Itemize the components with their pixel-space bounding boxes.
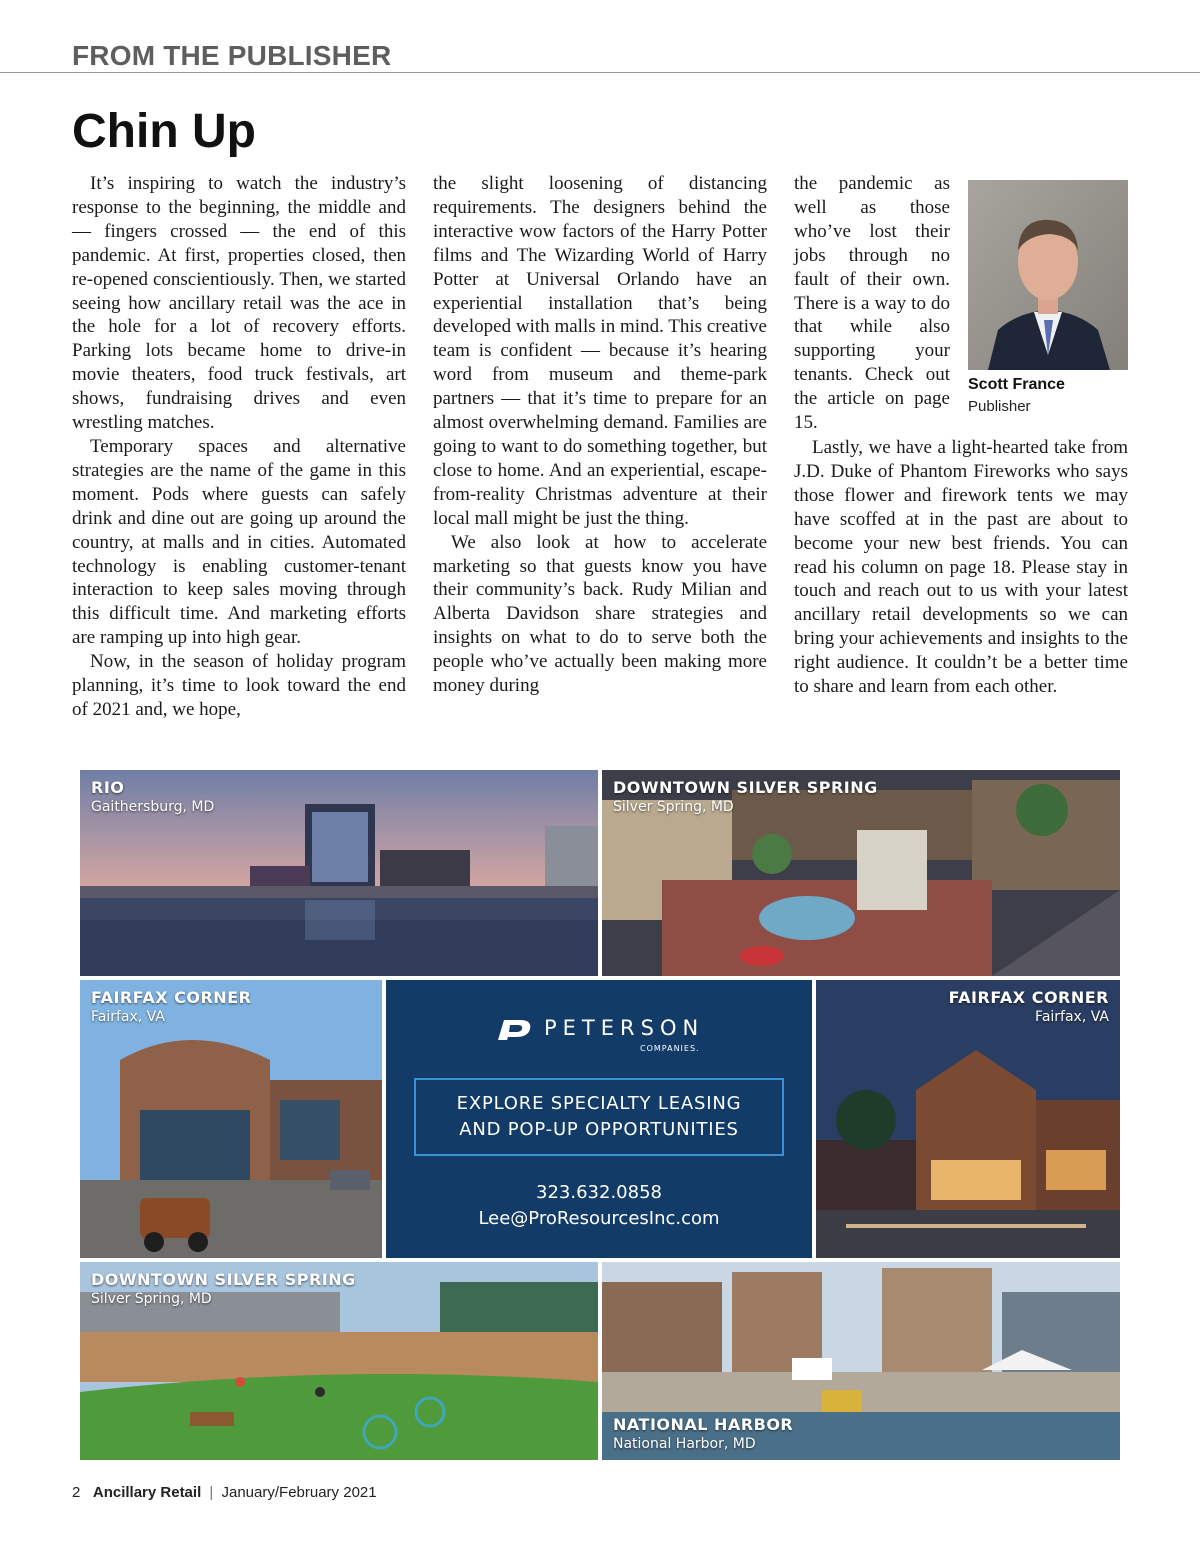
brand-name: PETERSON: [544, 1016, 705, 1040]
portrait-caption-role: Publisher: [968, 398, 1031, 415]
paragraph: We also look at how to accelerate marketing so that guests know you have their community’s back. Rudy Milian and Alberta Davidson share strategies and insights on what to do to serve both the people who’ve actually been making more money during: [433, 531, 767, 697]
ad-center-panel: [386, 980, 812, 1258]
article-column-2: [433, 172, 767, 698]
tile-label: [91, 1270, 356, 1307]
article-column-1: [72, 172, 406, 722]
section-label: FROM THE PUBLISHER: [72, 40, 392, 71]
article-column-3-bottom: [794, 436, 1128, 699]
portrait-illustration: [968, 180, 1128, 370]
ad-photo-national-harbor: [602, 1262, 1120, 1460]
tile-subtitle: National Harbor, MD: [613, 1436, 756, 1452]
tile-title: DOWNTOWN SILVER SPRING: [613, 778, 878, 797]
paragraph: Now, in the season of holiday program planning, it’s time to look toward the end of 2021 and, we hope,: [72, 651, 406, 720]
ad-photo-fairfax-corner-left: [80, 980, 382, 1258]
tile-subtitle: Fairfax, VA: [91, 1009, 165, 1025]
tile-title: DOWNTOWN SILVER SPRING: [91, 1270, 356, 1289]
paragraph: Lastly, we have a light-hearted take from J.D. Duke of Phantom Fireworks who says those flower and firework tents we may have scoffed at in the past are about to become your new best friends. You can read his column on page 18. Please stay in touch and reach out to us with your latest ancillary retail developments so we can bring your achievements and insights to the right audience. It couldn’t be a better time to share and learn from each other.: [794, 437, 1128, 698]
tile-subtitle: Gaithersburg, MD: [91, 799, 215, 815]
contact-email: Lee@ProResourcesInc.com: [478, 1208, 720, 1229]
tile-label: [613, 778, 878, 815]
paragraph: It’s inspiring to watch the industry’s response to the beginning, the middle and — fingers crossed — the end of this pandemic. At first, properties closed, then re-opened conscientiously. Then, we started seeing how ancillary retail was the ace in the hole for a lot of recovery efforts. Parking lots became home to drive-in movie theaters, food truck festivals, art shows, fundraising drives and even wrestling matches.: [72, 173, 406, 434]
tile-title: RIO: [91, 778, 125, 797]
cta-line-2: AND POP-UP OPPORTUNITIES: [459, 1119, 739, 1140]
paragraph: Temporary spaces and alternative strategies are the name of the game in this moment. Pods where guests can safely drink and dine out are going up around the country, at malls and in cities. Automated technology is enabling customer-tenant interaction to keep sales moving through this difficult time. And marketing efforts are ramping up into high gear.: [72, 435, 406, 649]
tile-label: [613, 1415, 793, 1452]
tile-title: FAIRFAX CORNER: [948, 988, 1109, 1007]
header-rule: [0, 72, 1200, 73]
tile-subtitle: Silver Spring, MD: [91, 1291, 212, 1307]
tile-subtitle: Silver Spring, MD: [613, 799, 734, 815]
paragraph: the slight loosening of distancing requirements. The designers behind the interactive wow factors of the Harry Potter films and The Wizarding World of Harry Potter at Universal Orlando have an experiential installation that’s being developed with malls in mind. This creative team is confident — because it’s hearing word from museum and theme-park partners — that it’s time to prepare for an almost overwhelming demand. Families are going to want to do something together, but close to home. And an experiential, escape-from-reality Christmas adventure at their local mall might be just the thing.: [433, 173, 767, 529]
tile-title: NATIONAL HARBOR: [613, 1415, 794, 1434]
ad-photo-downtown-silver-spring-lawn: [80, 1262, 598, 1460]
publisher-portrait: [968, 180, 1128, 370]
publication-name: Ancillary Retail: [92, 1484, 202, 1501]
cta-line-1: EXPLORE SPECIALTY LEASING: [456, 1093, 742, 1114]
portrait-caption-name: Scott France: [968, 376, 1065, 393]
ad-photo-fairfax-corner-right: [816, 980, 1120, 1258]
tile-label: [91, 988, 251, 1025]
peterson-p-icon: [494, 1016, 534, 1046]
cta-box: [414, 1078, 784, 1156]
footer-separator: |: [209, 1484, 214, 1501]
tile-title: FAIRFAX CORNER: [91, 988, 252, 1007]
article-column-3-top: [794, 172, 950, 435]
ad-photo-downtown-silver-spring: [602, 770, 1120, 976]
contact-phone: 323.632.0858: [536, 1182, 662, 1203]
paragraph: the pandemic as well as those who’ve lost their jobs through no fault of their own. There is a way to do that while also supporting your tenants. Check out the article on page 15.: [794, 173, 950, 434]
peterson-logo: [494, 1016, 714, 1056]
page-footer: [72, 1484, 377, 1501]
tile-label: [949, 988, 1109, 1025]
tile-label: [91, 778, 214, 815]
ad-photo-rio: [80, 770, 598, 976]
brand-sub: COMPANIES.: [640, 1044, 700, 1053]
page-number: 2: [72, 1484, 81, 1501]
issue-date: January/February 2021: [221, 1484, 377, 1501]
article-headline: Chin Up: [72, 105, 256, 158]
tile-subtitle: Fairfax, VA: [1035, 1009, 1109, 1025]
peterson-advertisement: [80, 770, 1120, 1460]
